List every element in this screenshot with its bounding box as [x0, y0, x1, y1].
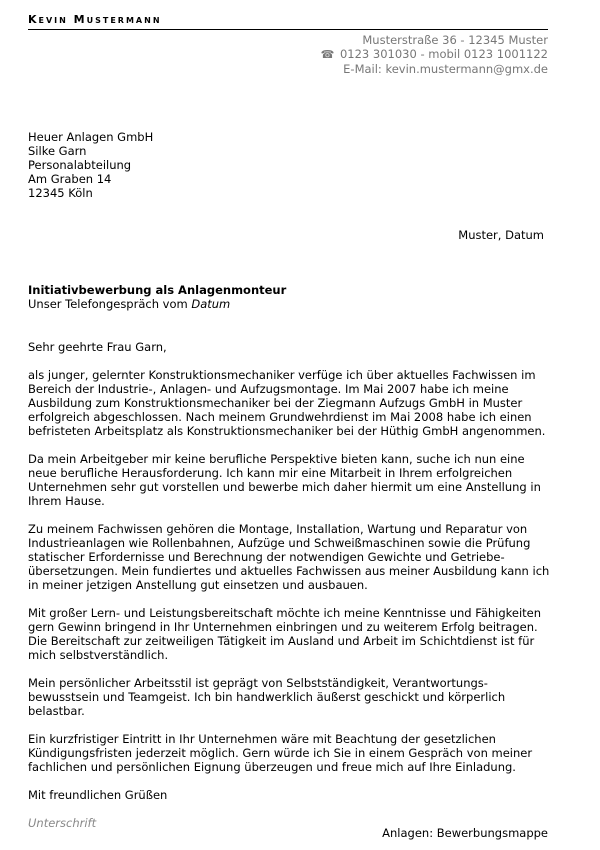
paragraph-2: Da mein Arbeitgeber mir keine berufliche Perspektive bieten kann, suche ich nun eine neue berufliche Herausforderung. Ich kann mir eine Mitarbeit in Ihrem erfolgreichen Unternehmen sehr gut vorstellen und bewerbe mich daher hiermit um eine Anstellung in Ihrem Hause. — [28, 452, 541, 508]
salutation: Sehr geehrte Frau Garn, — [28, 340, 167, 354]
enclosure-note: Anlagen: Bewerbungsmappe — [382, 826, 548, 840]
recipient-street: Am Graben 14 — [28, 172, 112, 186]
closing: Mit freundlichen Grüßen — [28, 788, 168, 802]
sender-name: Kevin Mustermann — [28, 13, 162, 26]
header-rule — [28, 29, 548, 30]
recipient-city: 12345 Köln — [28, 186, 93, 200]
subject-reference — [28, 297, 286, 311]
subject-block — [28, 283, 286, 311]
recipient-address — [28, 130, 153, 200]
sender-phone: 0123 301030 - mobil 0123 1001122 — [339, 47, 548, 61]
recipient-company: Heuer Anlagen GmbH — [28, 130, 154, 144]
phone-icon: ☎ — [320, 48, 335, 61]
sender-contact — [321, 33, 548, 76]
recipient-department: Personalabteilung — [28, 158, 132, 172]
paragraph-1: als junger, gelernter Konstruktionsmechaniker verfüge ich über aktuelles Fachwissen im Bereich der Industrie-, Anlagen- und Aufzugsmontage. Im Mai 2007 habe ich meine Ausbildung zum Konstruktionsmechaniker bei der Ziegmann Aufzugs GmbH in Muster erfolgreich abgeschlossen. Nach meinem Grundwehrdienst im Mai 2008 habe ich einen befristeten Arbeitsplatz als Konstruktionsmechaniker bei der Hüthig GmbH angenommen. — [28, 368, 546, 438]
signature: Unterschrift — [28, 816, 97, 830]
sender-address: Musterstraße 36 - 12345 Muster — [362, 33, 548, 47]
sender-phone-line — [321, 47, 548, 62]
paragraph-6: Ein kurzfristiger Eintritt in Ihr Unternehmen wäre mit Beachtung der gesetzlichen Kündigungsfristen jederzeit möglich. Gern würde ich Sie in einem Gespräch von meiner fachlichen und persönlichen Eignung überzeugen und freue mich auf Ihre Einladung. — [28, 732, 533, 774]
letter-body — [28, 340, 552, 830]
recipient-person: Silke Garn — [28, 144, 87, 158]
subject-title: Initiativbewerbung als Anlagenmonteur — [28, 283, 287, 297]
paragraph-3: Zu meinem Fachwissen gehören die Montage, Installation, Wartung und Reparatur von Industrieanlagen wie Rollenbahnen, Aufzüge und Schweißmaschinen sowie die Prüfung statischer Erfordernisse und Berechnung der notwendigen Gewichte und Getriebe-übersetzungen. Mein fundiertes und aktuelles Fachwissen aus meiner Ausbildung kann ich in meiner jetzigen Anstellung gut einsetzen und ausbauen. — [28, 522, 550, 592]
place-date: Muster, Datum — [458, 228, 544, 242]
subject-reference-date: Datum — [191, 297, 231, 311]
paragraph-4: Mit großer Lern- und Leistungsbereitschaft möchte ich meine Kenntnisse und Fähigkeiten gern Gewinn bringend in Ihr Unternehmen einbringen und zu weiterem Erfolg beitragen. Die Bereitschaft zur zeitweiligen Tätigkeit im Ausland und Arbeit im Schichtdienst ist für mich selbstverständlich. — [28, 606, 542, 662]
subject-reference-prefix: Unser Telefongespräch vom — [28, 297, 188, 311]
sender-email: E-Mail: kevin.mustermann@gmx.de — [343, 62, 548, 76]
paragraph-5: Mein persönlicher Arbeitsstil ist geprägt von Selbstständigkeit, Verantwortungs-bewusstsein und Teamgeist. Ich bin handwerklich äußerst geschickt und körperlich belastbar. — [28, 676, 506, 718]
